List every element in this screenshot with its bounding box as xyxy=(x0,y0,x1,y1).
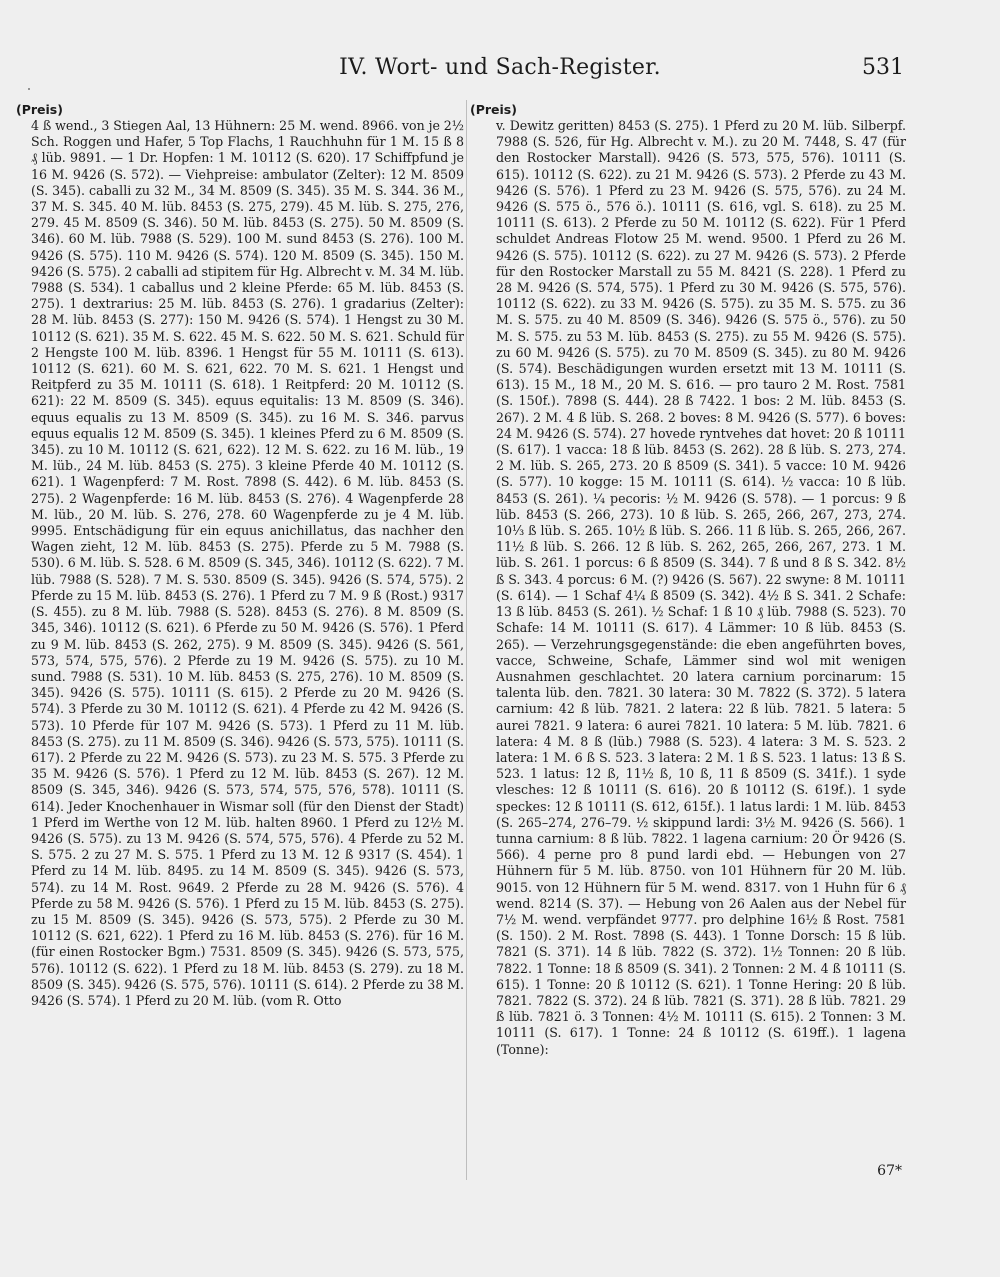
print-speck xyxy=(28,88,30,90)
right-column-label: (Preis) xyxy=(470,102,517,117)
right-column-text: v. Dewitz geritten) 8453 (S. 275). 1 Pferd zu 20 M. lüb. Silberpf. 7988 (S. 526, für Hg. Albrecht v. M.). zu 20 M. 7448, S. 47 (für den Rostocker Marstall). 9426 (S. 573, 575, 576). 10111 (S. 615). 10112 (S. 622). zu 21 M. 9426 (S. 573). 2 Pferde zu 43 M. 9426 (S. 576). 1 Pferd zu 23 M. 9426 (S. 575, 576). zu 24 M. 9426 (S. 575 ö., 576 ö.). 10111 (S. 616, vgl. S. 618). zu 25 M. 10111 (S. 613). 2 Pferde zu 50 M. 10112 (S. 622). Für 1 Pferd schuldet Andreas Flotow 25 M. wend. 9500. 1 Pferd zu 26 M. 9426 (S. 575). 10112 (S. 622). zu 27 M. 9426 (S. 573). 2 Pferde für den Rostocker Marstall zu 55 M. 8421 (S. 228). 1 Pferd zu 28 M. 9426 (S. 574, 575). 1 Pferd zu 30 M. 9426 (S. 575, 576). 10112 (S. 622). zu 33 M. 9426 (S. 575). zu 35 M. S. 575. zu 36 M. S. 575. zu 40 M. 8509 (S. 346). 9426 (S. 575 ö., 576). zu 50 M. S. 575. zu 53 M. lüb. 8453 (S. 275). zu 55 M. 9426 (S. 575). zu 60 M. 9426 (S. 575). zu 70 M. 8509 (S. 345). zu 80 M. 9426 (S. 574). Beschädigungen wurden ersetzt mit 13 M. 10111 (S. 613). 15 M., 18 M., 20 M. S. 616. — pro tauro 2 M. Rost. 7581 (S. 150f.). 7898 (S. 444). 28 ß 7422. 1 bos: 2 M. lüb. 8453 (S. 267). 2 M. 4 ß lüb. S. 268. 2 boves: 8 M. 9426 (S. 577). 6 boves: 24 M. 9426 (S. 574). 27 hovede ryntvehes dat hovet: 20 ß 10111 (S. 617). 1 vacca: 18 ß lüb. 8453 (S. 262). 28 ß lüb. S. 273, 274. 2 M. lüb. S. 265, 273. 20 ß 8509 (S. 341). 5 vacce: 10 M. 9426 (S. 577). 10 kogge: 15 M. 10111 (S. 614). ½ vacca: 10 ß lüb. 8453 (S. 261). ¼ pecoris: ½ M. 9426 (S. 578). — 1 porcus: 9 ß lüb. 8453 (S. 266, 273). 10 ß lüb. S. 265, 266, 267, 273, 274. 10⅓ ß lüb. S. 265. 10½ ß lüb. S. 266. 11 ß lüb. S. 265, 266, 267. 11½ ß lüb. S. 266. 12 ß lüb. S. 262, 265, 266, 267, 273. 1 M. lüb. S. 261. 1 porcus: 6 ß 8509 (S. 344). 7 ß und 8 ß S. 342. 8½ ß S. 343. 4 porcus: 6 M. (?) 9426 (S. 567). 22 swyne: 8 M. 10111 (S. 614). — 1 Schaf 4¼ ß 8509 (S. 342). 4½ ß S. 341. 2 Schafe: 13 ß lüb. 8453 (S. 261). ½ Schaf: 1 ß 10 ₰ lüb. 7988 (S. 523). 70 Schafe: 14 M. 10111 (S. 617). 4 Lämmer: 10 ß lüb. 8453 (S. 265). — Verzehrungsgegenstände: die eben angeführten boves, vacce, Schweine, Schafe, Lämmer sind wol mit wenigen Ausnahmen geschlachtet. 20 latera carnium porcinarum: 15 talenta lüb. den. 7821. 30 latera: 30 M. 7822 (S. 372). 5 latera carnium: 42 ß lüb. 7821. 2 latera: 22 ß lüb. 7821. 5 latera: 5 aurei 7821. 9 latera: 6 aurei 7821. 10 latera: 5 M. lüb. 7821. 6 latera: 4 M. 8 ß (lüb.) 7988 (S. 523). 4 latera: 3 M. S. 523. 2 latera: 1 M. 6 ß S. 523. 3 latera: 2 M. 1 ß S. 523. 1 latus: 13 ß S. 523. 1 latus: 12 ß, 11½ ß, 10 ß, 11 ß 8509 (S. 341f.). 1 syde vlesches: 12 ß 10111 (S. 616). 20 ß 10112 (S. 619f.). 1 syde speckes: 12 ß 10111 (S. 612, 615f.). 1 latus lardi: 1 M. lüb. 8453 (S. 265–274, 276–79. ½ skippund lardi: 3½ M. 9426 (S. 566). 1 tunna carnium: 8 ß lüb. 7822. 1 lagena carnium: 20 Ör 9426 (S. 566). 4 perne pro 8 pund lardi ebd. — Hebungen von 27 Hühnern für 5 M. lüb. 8750. von 101 Hühnern für 20 M. lüb. 9015. von 12 Hühnern für 5 M. wend. 8317. von 1 Huhn für 6 ₰ wend. 8214 (S. 37). — Hebung von 26 Aalen aus der Nebel für 7½ M. wend. verpfändet 9777. pro delphine 16½ ß Rost. 7581 (S. 150). 2 M. Rost. 7898 (S. 443). 1 Tonne Dorsch: 15 ß lüb. 7821 (S. 371). 14 ß lüb. 7822 (S. 372). 1½ Tonnen: 20 ß lüb. 7822. 1 Tonne: 18 ß 8509 (S. 341). 2 Tonnen: 2 M. 4 ß 10111 (S. 615). 1 Tonne: 20 ß 10112 (S. 621). 1 Tonne Hering: 20 ß lüb. 7821. 7822 (S. 372). 24 ß lüb. 7821 (S. 371). 28 ß lüb. 7821. 29 ß lüb. 7821 ö. 3 Tonnen: 4½ M. 10111 (S. 615). 2 Tonnen: 3 M. 10111 (S. 617). 1 Tonne: 24 ß 10112 (S. 619ff.). 1 lagena (Tonne): xyxy=(496,118,906,1057)
page-number: 531 xyxy=(862,55,904,80)
left-column-label: (Preis) xyxy=(16,102,63,117)
sheet-signature: 67* xyxy=(877,1163,902,1179)
right-column xyxy=(470,102,906,1058)
left-column xyxy=(16,102,464,1009)
column-divider xyxy=(466,100,467,1180)
page-title: IV. Wort- und Sach-Register. xyxy=(339,55,661,80)
left-column-text: 4 ß wend., 3 Stiegen Aal, 13 Hühnern: 25 M. wend. 8966. von je 2½ Sch. Roggen und Hafer, 5 Top Flachs, 1 Rauchhuhn für 1 M. 15 ß 8 ₰ lüb. 9891. — 1 Dr. Hopfen: 1 M. 10112 (S. 620). 17 Schiffpfund je 16 M. 9426 (S. 572). — Viehpreise: ambulator (Zelter): 12 M. 8509 (S. 345). caballi zu 32 M., 34 M. 8509 (S. 345). 35 M. S. 344. 36 M., 37 M. S. 345. 40 M. lüb. 8453 (S. 275, 279). 45 M. lüb. S. 275, 276, 279. 45 M. 8509 (S. 346). 50 M. lüb. 8453 (S. 275). 50 M. 8509 (S. 346). 60 M. lüb. 7988 (S. 529). 100 M. sund 8453 (S. 276). 100 M. 9426 (S. 575). 110 M. 9426 (S. 574). 120 M. 8509 (S. 345). 150 M. 9426 (S. 575). 2 caballi ad stipitem für Hg. Albrecht v. M. 34 M. lüb. 7988 (S. 534). 1 caballus und 2 kleine Pferde: 65 M. lüb. 8453 (S. 275). 1 dextrarius: 25 M. lüb. 8453 (S. 276). 1 gradarius (Zelter): 28 M. lüb. 8453 (S. 277): 150 M. 9426 (S. 574). 1 Hengst zu 30 M. 10112 (S. 621). 35 M. S. 622. 45 M. S. 622. 50 M. S. 621. Schuld für 2 Hengste 100 M. lüb. 8396. 1 Hengst für 55 M. 10111 (S. 613). 10112 (S. 621). 60 M. S. 621, 622. 70 M. S. 621. 1 Hengst und Reitpferd zu 35 M. 10111 (S. 618). 1 Reitpferd: 20 M. 10112 (S. 621): 22 M. 8509 (S. 345). equus equitalis: 13 M. 8509 (S. 346). equus equalis zu 13 M. 8509 (S. 345). zu 16 M. S. 346. parvus equus equalis 12 M. 8509 (S. 345). 1 kleines Pferd zu 6 M. 8509 (S. 345). zu 10 M. 10112 (S. 621, 622). 12 M. S. 622. zu 16 M. lüb., 19 M. lüb., 24 M. lüb. 8453 (S. 275). 3 kleine Pferde 40 M. 10112 (S. 621). 1 Wagenpferd: 7 M. Rost. 7898 (S. 442). 6 M. lüb. 8453 (S. 275). 2 Wagenpferde: 16 M. lüb. 8453 (S. 276). 4 Wagenpferde 28 M. lüb., 20 M. lüb. S. 276, 278. 60 Wagenpferde zu je 4 M. lüb. 9995. Entschädigung für ein equus anichillatus, das nachher den Wagen zieht, 12 M. lüb. 8453 (S. 275). Pferde zu 5 M. 7988 (S. 530). 6 M. lüb. S. 528. 6 M. 8509 (S. 345, 346). 10112 (S. 622). 7 M. lüb. 7988 (S. 528). 7 M. S. 530. 8509 (S. 345). 9426 (S. 574, 575). 2 Pferde zu 15 M. lüb. 8453 (S. 276). 1 Pferd zu 7 M. 9 ß (Rost.) 9317 (S. 455). zu 8 M. lüb. 7988 (S. 528). 8453 (S. 276). 8 M. 8509 (S. 345, 346). 10112 (S. 621). 6 Pferde zu 50 M. 9426 (S. 576). 1 Pferd zu 9 M. lüb. 8453 (S. 262, 275). 9 M. 8509 (S. 345). 9426 (S. 561, 573, 574, 575, 576). 2 Pferde zu 19 M. 9426 (S. 575). zu 10 M. sund. 7988 (S. 531). 10 M. lüb. 8453 (S. 275, 276). 10 M. 8509 (S. 345). 9426 (S. 575). 10111 (S. 615). 2 Pferde zu 20 M. 9426 (S. 574). 3 Pferde zu 30 M. 10112 (S. 621). 4 Pferde zu 42 M. 9426 (S. 573). 10 Pferde für 107 M. 9426 (S. 573). 1 Pferd zu 11 M. lüb. 8453 (S. 275). zu 11 M. 8509 (S. 346). 9426 (S. 573, 575). 10111 (S. 617). 2 Pferde zu 22 M. 9426 (S. 573). zu 23 M. S. 575. 3 Pferde zu 35 M. 9426 (S. 576). 1 Pferd zu 12 M. lüb. 8453 (S. 267). 12 M. 8509 (S. 345, 346). 9426 (S. 573, 574, 575, 576, 578). 10111 (S. 614). Jeder Knochenhauer in Wismar soll (für den Dienst der Stadt) 1 Pferd im Werthe von 12 M. lüb. halten 8960. 1 Pferd zu 12½ M. 9426 (S. 575). zu 13 M. 9426 (S. 574, 575, 576). 4 Pferde zu 52 M. S. 575. 2 zu 27 M. S. 575. 1 Pferd zu 13 M. 12 ß 9317 (S. 454). 1 Pferd zu 14 M. lüb. 8495. zu 14 M. 8509 (S. 345). 9426 (S. 573, 574). zu 14 M. Rost. 9649. 2 Pferde zu 28 M. 9426 (S. 576). 4 Pferde zu 58 M. 9426 (S. 576). 1 Pferd zu 15 M. lüb. 8453 (S. 275). zu 15 M. 8509 (S. 345). 9426 (S. 573, 575). 2 Pferde zu 30 M. 10112 (S. 621, 622). 1 Pferd zu 16 M. lüb. 8453 (S. 276). für 16 M. (für einen Rostocker Bgm.) 7531. 8509 (S. 345). 9426 (S. 573, 575, 576). 10112 (S. 622). 1 Pferd zu 18 M. lüb. 8453 (S. 279). zu 18 M. 8509 (S. 345). 9426 (S. 575, 576). 10111 (S. 614). 2 Pferde zu 38 M. 9426 (S. 574). 1 Pferd zu 20 M. lüb. (vom R. Otto xyxy=(31,118,464,1008)
